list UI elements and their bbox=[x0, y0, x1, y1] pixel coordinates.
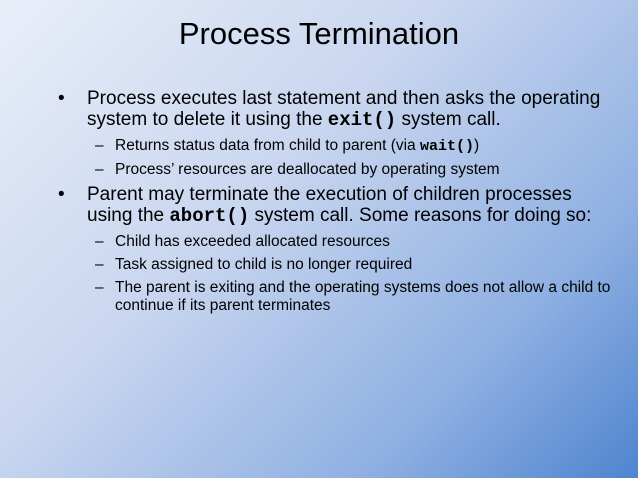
code-exit: exit() bbox=[327, 109, 397, 131]
bullet-text: Process executes last statement and then asks the operating system to delete it using the bbox=[87, 88, 601, 130]
sub-bullet-text: Child has exceeded allocated resources bbox=[115, 233, 390, 250]
sub-bullet-returns-status bbox=[95, 137, 618, 156]
slide-content bbox=[58, 88, 618, 320]
bullet-process-executes bbox=[58, 88, 618, 131]
sub-bullet-text: Task assigned to child is no longer required bbox=[115, 256, 413, 273]
bullet-parent-may-terminate bbox=[58, 184, 618, 227]
sub-bullet-resources-deallocated bbox=[95, 161, 618, 179]
bullet-text: Parent may terminate the execution of children processes using the bbox=[87, 184, 572, 226]
sub-bullet-dash: – bbox=[95, 256, 104, 273]
sub-bullet-text: Process’ resources are deallocated by operating system bbox=[115, 161, 500, 178]
sub-bullet-text-end: ) bbox=[474, 137, 480, 154]
sub-bullet-task-not-required bbox=[95, 256, 618, 274]
bullet-dot: • bbox=[58, 88, 65, 109]
slide-title: Process Termination bbox=[178, 16, 460, 51]
sub-bullet-dash: – bbox=[95, 279, 104, 296]
sub-bullet-dash: – bbox=[95, 233, 104, 250]
bullet-text-end: system call. Some reasons for doing so: bbox=[249, 205, 592, 226]
sub-bullet-exceeded-resources bbox=[95, 233, 618, 251]
code-abort: abort() bbox=[169, 205, 250, 227]
sub-bullet-text: Returns status data from child to parent (via bbox=[115, 137, 420, 154]
sub-bullet-text: The parent is exiting and the operating systems does not allow a child to continue if its parent terminates bbox=[115, 279, 611, 314]
bullet-text-end: system call. bbox=[396, 109, 501, 130]
sub-bullet-dash: – bbox=[95, 137, 104, 154]
sub-bullet-parent-exiting bbox=[95, 279, 618, 315]
sub-bullet-dash: – bbox=[95, 161, 104, 178]
code-wait: wait() bbox=[419, 138, 474, 155]
bullet-dot: • bbox=[58, 184, 65, 205]
